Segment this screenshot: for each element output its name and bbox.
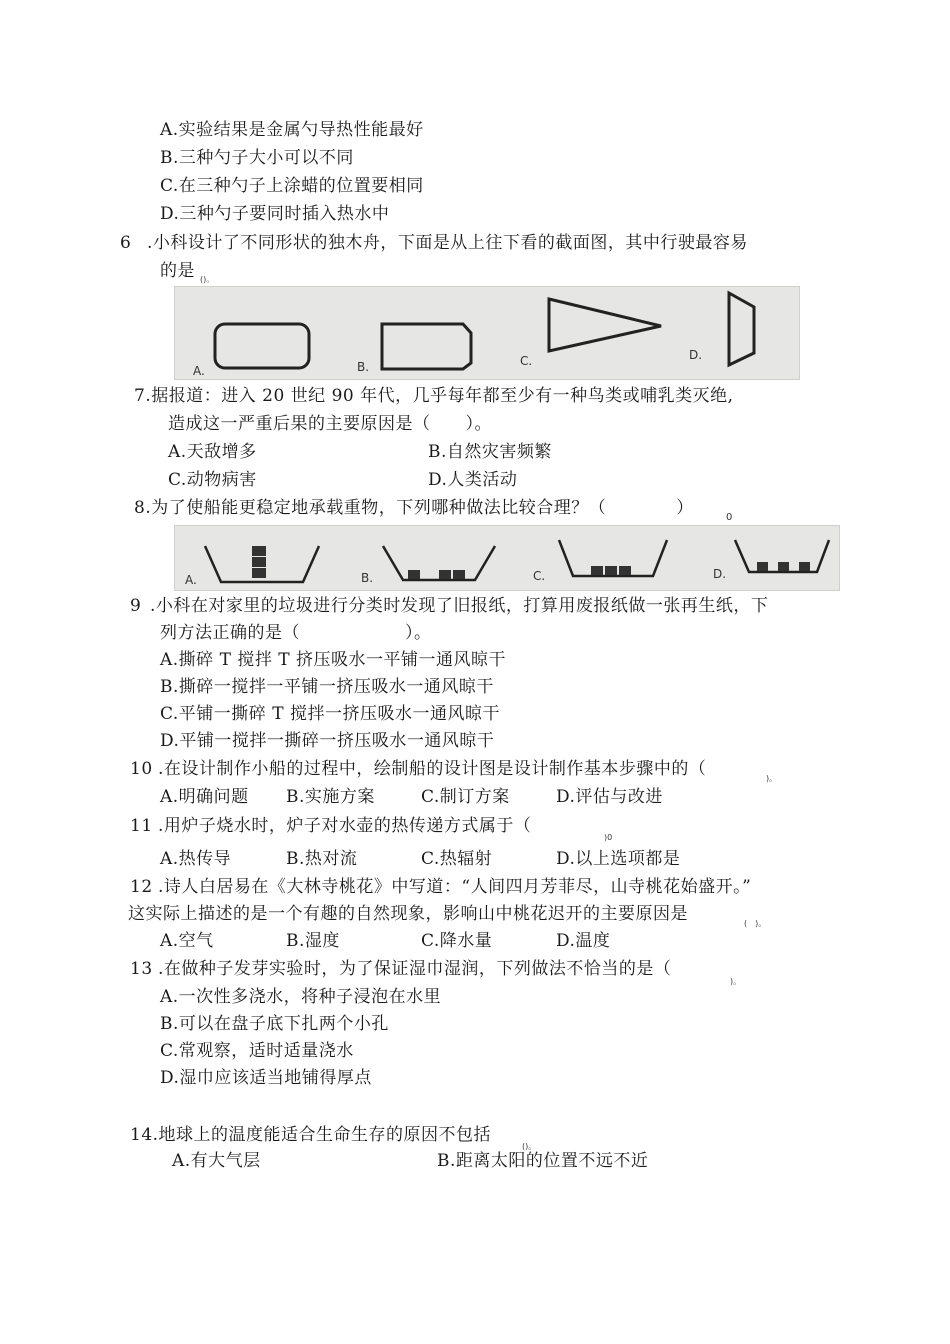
boat-shape-b-chamfered-rect <box>382 324 471 369</box>
q8-answer-mark: 0 <box>726 512 733 523</box>
q10-number: 10 <box>130 759 153 779</box>
q6-stem-line2: 的是 <box>160 261 195 281</box>
q13-number: 13 <box>130 959 153 979</box>
q6-image-label-d: D. <box>689 348 703 362</box>
q14-answer-mark: ()。 <box>522 1142 537 1151</box>
q13-option-b: B.可以在盘子底下扎两个小孔 <box>160 1014 389 1034</box>
boat-shape-a-rounded-rect <box>215 324 309 368</box>
q12-option-c: C.降水量 <box>421 931 493 951</box>
cargo-block <box>252 568 266 578</box>
q10-option-c: C.制订方案 <box>421 787 510 807</box>
q10-option-a: A.明确问题 <box>160 787 249 807</box>
q5-option-b: B.三种勺子大小可以不同 <box>160 148 354 168</box>
q6-stem-line1: .小科设计了不同形状的独木舟，下面是从上往下看的截面图，其中行驶最容易 <box>147 233 748 253</box>
boat-shape-c-triangle <box>549 299 661 351</box>
q9-option-c: C.平铺一撕碎 T 搅拌一挤压吸水一通风晾干 <box>160 704 500 724</box>
q9-option-a: A.撕碎 T 搅拌 T 挤压吸水一平铺一通风晾干 <box>160 650 506 670</box>
q12-stem-line2: 这实际上描述的是一个有趣的自然现象，影响山中桃花迟开的主要原因是 <box>128 904 688 924</box>
q6-answer-mark: ()。 <box>200 275 215 284</box>
q13-option-c: C.常观察，适时适量浇水 <box>160 1041 354 1061</box>
q12-option-b: B.湿度 <box>286 931 340 951</box>
cargo-block <box>453 570 465 579</box>
q8-stem: 8.为了使船能更稳定地承载重物，下列哪种做法比较合理？（ ） <box>134 498 694 518</box>
q10-option-b: B.实施方案 <box>286 787 375 807</box>
q7-option-d: D.人类活动 <box>428 470 518 490</box>
q5-option-a: A.实验结果是金属勺导热性能最好 <box>160 120 424 140</box>
q7-option-c: C.动物病害 <box>168 470 257 490</box>
q5-option-d: D.三种勺子要同时插入热水中 <box>160 204 390 224</box>
q6-image-label-c: C. <box>520 354 533 368</box>
q13-answer-mark: )。 <box>730 977 742 986</box>
q5-option-c: C.在三种勺子上涂蜡的位置要相同 <box>160 176 424 196</box>
cargo-block <box>591 566 603 575</box>
q11-number: 11 <box>130 816 153 836</box>
q10-stem: .在设计制作小船的过程中，绘制船的设计图是设计制作基本步骤中的（ <box>158 759 707 779</box>
q6-image-label-a: A. <box>193 364 205 378</box>
q13-option-a: A.一次性多浇水，将种子浸泡在水里 <box>160 987 442 1007</box>
q11-answer-mark: )0 <box>604 833 613 842</box>
q6-image-label-b: B. <box>357 360 370 374</box>
cargo-block <box>605 566 617 575</box>
cargo-block <box>778 562 789 571</box>
q11-stem: .用炉子烧水时，炉子对水壶的热传递方式属于（ <box>158 816 532 836</box>
q9-stem-line1: .小科在对家里的垃圾进行分类时发现了旧报纸，打算用废报纸做一张再生纸，下 <box>150 596 769 616</box>
cargo-block <box>252 557 266 567</box>
q12-answer-mark: ( )。 <box>744 919 767 928</box>
q13-option-d: D.湿巾应该适当地铺得厚点 <box>160 1068 372 1088</box>
q13-stem: .在做种子发芽实验时，为了保证湿巾湿润，下列做法不恰当的是（ <box>158 959 672 979</box>
cargo-block <box>439 570 451 579</box>
q12-number: 12 <box>130 877 153 897</box>
q14-option-b: B.距离太阳的位置不远不近 <box>437 1151 649 1171</box>
q7-stem-line1: 7.据报道：进入 20 世纪 90 年代，几乎每年都至少有一种鸟类或哺乳类灭绝, <box>134 386 734 406</box>
q8-image-label-d: D. <box>713 567 727 581</box>
q12-option-d: D.温度 <box>556 931 611 951</box>
q8-image-label-a: A. <box>185 573 197 587</box>
cargo-block <box>619 566 631 575</box>
q14-stem: 14.地球上的温度能适合生命生存的原因不包括 <box>130 1125 492 1145</box>
q9-number: 9 <box>130 596 142 616</box>
q11-option-d: D.以上选项都是 <box>556 849 681 869</box>
q11-option-b: B.热对流 <box>286 849 358 869</box>
q9-stem-line2: 列方法正确的是（ ）。 <box>160 623 432 643</box>
cargo-block <box>757 562 768 571</box>
boat-shape-d-trapezoid <box>729 293 754 365</box>
q7-option-b: B.自然灾害频繁 <box>428 442 552 462</box>
cargo-block <box>799 562 810 571</box>
q10-answer-mark: )。 <box>766 774 778 783</box>
q12-stem-line1: .诗人白居易在《大林寺桃花》中写道：“人间四月芳菲尽，山寺桃花始盛开。” <box>158 877 752 897</box>
q11-option-a: A.热传导 <box>160 849 232 869</box>
q8-image-label-c: C. <box>533 569 546 583</box>
q7-option-a: A.天敌增多 <box>168 442 257 462</box>
q6-boat-shapes-image <box>174 286 800 380</box>
q10-option-d: D.评估与改进 <box>556 787 663 807</box>
cargo-block <box>408 570 420 579</box>
q12-option-a: A.空气 <box>160 931 214 951</box>
q11-option-c: C.热辐射 <box>421 849 493 869</box>
q6-number: 6 <box>120 233 132 253</box>
q7-stem-line2: 造成这一严重后果的主要原因是（ ）。 <box>168 414 492 434</box>
cargo-block <box>252 546 266 556</box>
q8-image-label-b: B. <box>361 571 374 585</box>
q8-cargo-boats-image <box>174 525 840 591</box>
q9-option-d: D.平铺一搅拌一撕碎一挤压吸水一通风晾干 <box>160 731 495 751</box>
q14-option-a: A.有大气层 <box>172 1151 261 1171</box>
q9-option-b: B.撕碎一搅拌一平铺一挤压吸水一通风晾干 <box>160 677 494 697</box>
